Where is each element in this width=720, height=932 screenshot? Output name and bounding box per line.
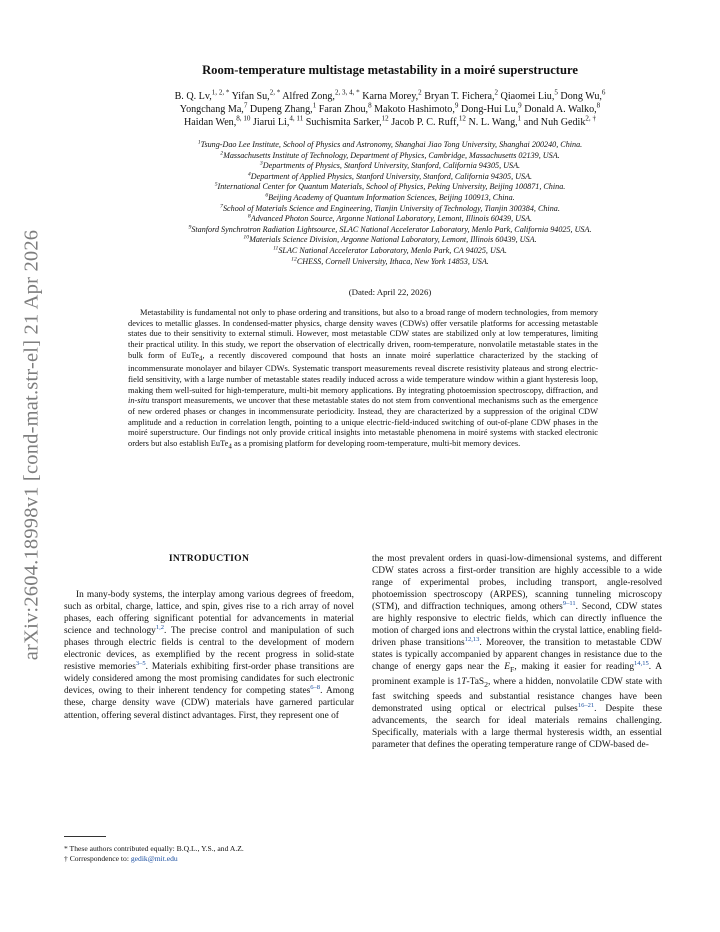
right-column bbox=[372, 553, 662, 751]
correspondence-label: † Correspondence to: bbox=[64, 854, 131, 864]
intro-paragraph: In many-body systems, the interplay among various degrees of freedom, such as orbital, charge, lattice, and spin, gives rise to a rich array of novel phases, each offering significant potential for advancements in material science and technology$^{1,2}$. The precise control and manipulation of such phases through electric fields is central to the development of modern electronic devices, as exemplified by the recent progress in solid-state resistive memories$^{3-5}$. Materials exhibiting first-order phase transitions are widely considered among the most promising candidates for such electronic devices, owing to their inherent tendency for competing states$^{6-8}$. Among these, charge density wave (CDW) materials have garnered particular attention, offering several distinct advantages. First, they represent one of bbox=[64, 590, 355, 721]
section-heading-introduction: INTRODUCTION bbox=[168, 553, 250, 564]
arxiv-identifier: arXiv:2604.18998v1 [cond-mat.str-el] 21 Apr 2026 bbox=[20, 229, 43, 661]
footnote-rule bbox=[64, 836, 106, 837]
author-list: B. Q. Lv,$^{1, 2, *}$ Yifan Su,$^{2, *}$ Alfred Zong,$^{2, 3, 4, *}$ Karna Morey,$^2$ Bryan T. Fichera,$^2$ Qiaomei Liu,$^5$ Dong Wu,$^6$ Yongchang Ma,$^7$ Dupeng Zhang,$^1$ Faran Zhou,$^8$ Makoto Hashimoto,$^9$ Dong-Hui Lu,$^9$ Donald A. Walko,$^8$ Haidan Wen,$^{8, 10}$ Jiarui Li,$^{4, 11}$ Suchismita Sarker,$^{12}$ Jacob P. C. Ruff,$^{12}$ N. L. Wang,$^1$ and Nuh Gedik$^{2, \dagger}$ bbox=[174, 88, 606, 128]
paper-title: Room-temperature multistage metastability in a moiré superstructure bbox=[202, 63, 578, 77]
arxiv-sidebar bbox=[14, 205, 50, 685]
dated-line: (Dated: April 22, 2026) bbox=[348, 287, 432, 297]
footnote-correspondence bbox=[64, 854, 354, 864]
email-link[interactable]: gedik@mit.edu bbox=[130, 854, 178, 864]
intro-paragraph-continued: the most prevalent orders in quasi-low-dimensional systems, and different CDW states across a first-order transition are highly accessible to a wide range of experimental probes, including transport, angle-resolved photoemission spectroscopy (ARPES), scanning tunneling microscopy (STM), and diffraction techniques, among others$^{9-11}$. Second, CDW states are highly responsive to electric fields, which can directly influence the motion of charged ions and electrons within the crystal lattice, enabling field-driven phase transitions$^{12,13}$. Moreover, the transition to metastable CDW states is typically accompanied by apparent changes in resistance due to the change of energy gaps near the $E_F$, making it easier for reading$^{14,15}$. A prominent example is 1T-TaS$_2$, where a hidden, nonvolatile CDW state with fast switching speeds and substantial resistance changes have been demonstrated using optical or electrical pulses$^{16-21}$. Despite these advancements, the search for ideal materials remains challenging. Specifically, materials with a large thermal hysteresis width, an essential parameter that defines the operating temperature range of CDW-based de- bbox=[372, 554, 663, 751]
footnote-equal-contribution: * These authors contributed equally: B.Q.L., Y.S., and A.Z. bbox=[64, 844, 244, 853]
abstract: Metastability is fundamental not only to phase ordering and transitions, but also to a broad range of modern technologies, from memory devices to metallic glasses. In condensed-matter physics, charge density waves (CDWs) offer versatile platforms for accessing metastable states due to their sensitivity to external stimuli. However, most metastable CDW states are stabilized only at low temperatures, limiting their practical utility. In this study, we report the observation of electrically driven, room-temperature, nonvolatile metastable states in the bulk form of EuTe$_4$, a recently discovered compound that hosts an innate moiré superlattice characterized by the stacking of incommensurate monolayer and bilayer CDWs. Systematic transport measurements reveal discrete resistivity plateaus and strong electric-field sensitivity, with a large number of metastable states readily induced across a wide temperature window within a giant hysteresis loop, making them well-suited for high-temperature, multi-bit memory applications. By integrating photoemission spectroscopy, diffraction, and in-situ transport measurements, we uncover that these metastable states do not stem from conventional mechanisms such as the emergence of new ordered phases or changes in incommensurate periodicity. Instead, they are characterized by a suppression of the original CDW amplitude and a reduction in correlation length, pointing to a unique electric-field-induced switching of out-of-plane CDW phases in the moiré superstructure. Our findings not only provide critical insights into metastable phenomena in moiré systems with stacked electronic orders but also establish EuTe$_4$ as a promising platform for developing room-temperature, multi-bit memory devices. bbox=[128, 308, 598, 451]
footnotes bbox=[64, 844, 354, 864]
left-column bbox=[64, 553, 354, 722]
affiliation-list: $^1$Tsung-Dao Lee Institute, School of Physics and Astronomy, Shanghai Jiao Tong University, Shanghai 200240, China. $^2$Massachusetts Institute of Technology, Department of Physics, Cambridge, Massachusetts 02139, USA. $^3$Departments of Physics, Stanford University, Stanford, California 94305, USA. $^4$Department of Applied Physics, Stanford University, Stanford, California 94305, USA. $^5$International Center for Quantum Materials, School of Physics, Peking University, Beijing 100871, China. $^6$Beijing Academy of Quantum Information Sciences, Beijing 100913, China. $^7$School of Materials Science and Engineering, Tianjin University of Technology, Tianjin 300384, China. $^8$Advanced Photon Source, Argonne National Laboratory, Lemont, Illinois 60439, USA. $^9$Stanford Synchrotron Radiation Lightsource, SLAC National Accelerator Laboratory, Menlo Park, California 94025, USA. $^{10}$Materials Science Division, Argonne National Laboratory, Lemont, Illinois 60439, USA. $^{11}$SLAC National Accelerator Laboratory, Menlo Park, CA 94025, USA. $^{12}$CHESS, Cornell University, Ithaca, New York 14853, USA. bbox=[188, 139, 592, 266]
